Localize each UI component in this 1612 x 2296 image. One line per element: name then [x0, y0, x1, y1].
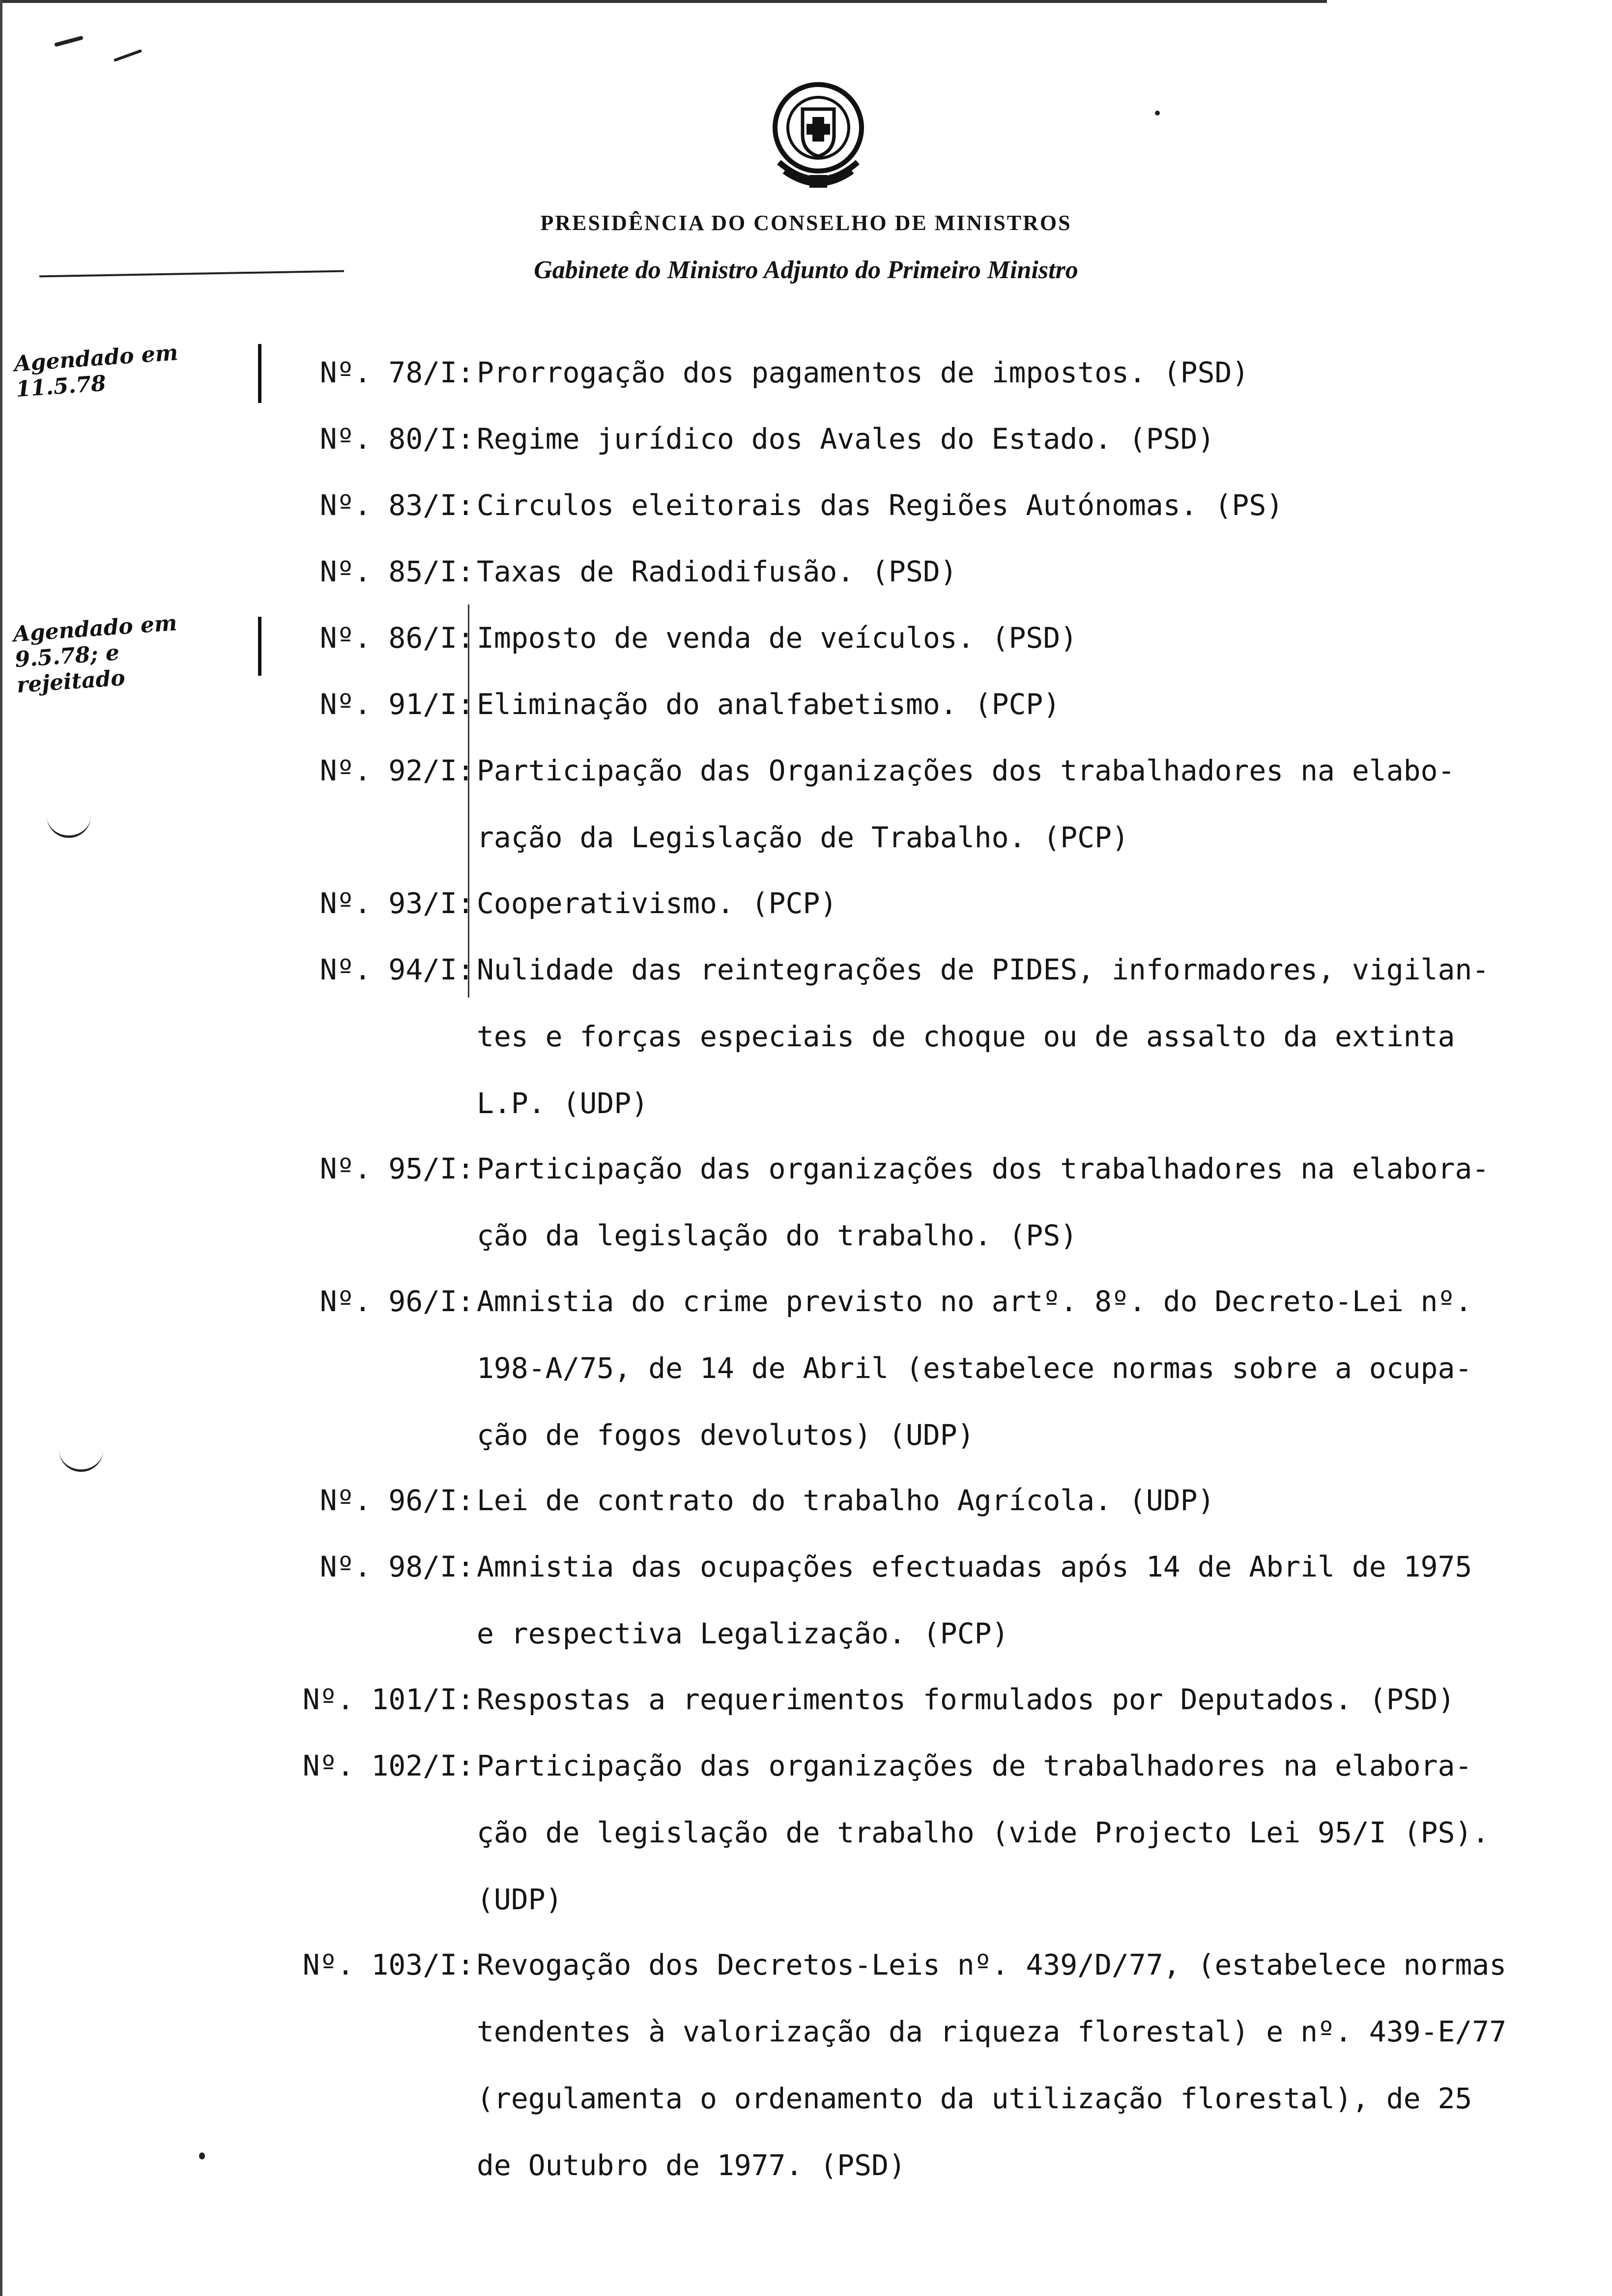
bill-number: Nº. 93/I: — [319, 887, 474, 920]
description-line: e respectiva Legalização. (PCP) — [477, 1617, 1009, 1650]
bill-description — [477, 936, 1558, 1137]
description-line: ção de fogos devolutos) (UDP) — [477, 1418, 975, 1452]
page-subtitle: Gabinete do Ministro Adjunto do Primeiro Ministro — [534, 256, 1078, 284]
description-line: tes e forças especiais de choque ou de assalto da extinta — [477, 1020, 1455, 1053]
description-line: Participação das organizações dos trabalhadores na elabora- — [477, 1152, 1490, 1185]
description-line: L.P. (UDP) — [477, 1087, 649, 1120]
bill-description — [477, 405, 1558, 472]
description-line: Eliminação do analfabetismo. (PCP) — [477, 688, 1061, 721]
description-line: Cooperativismo. (PCP) — [477, 887, 837, 920]
description-line: Participação das organizações de trabalhadores na elabora- — [477, 1749, 1472, 1782]
scan-speck — [54, 35, 84, 47]
description-line: Respostas a requerimentos formulados por Deputados. (PSD) — [477, 1683, 1455, 1716]
scan-speck — [199, 2152, 205, 2159]
bill-number: Nº. 80/I: — [319, 422, 474, 456]
margin-note-text: Agendado em 11.5.78 — [13, 340, 179, 402]
description-line: (UDP) — [477, 1883, 563, 1916]
scan-speck — [114, 49, 142, 62]
bill-description — [477, 604, 1558, 671]
bill-description — [477, 737, 1558, 871]
description-line: Taxas de Radiodifusão. (PSD) — [477, 555, 957, 588]
description-line: Amnistia do crime previsto no artº. 8º. do Decreto-Lei nº. — [477, 1285, 1472, 1318]
bill-number: Nº. 85/I: — [319, 555, 474, 588]
description-line: 198-A/75, de 14 de Abril (estabelece normas sobre a ocupa- — [477, 1351, 1472, 1385]
description-line: (regulamenta o ordenamento da utilização florestal), de 25 — [477, 2082, 1472, 2115]
bill-number: Nº. 96/I: — [319, 1484, 474, 1517]
bill-number: Nº. 91/I: — [319, 688, 474, 721]
description-line: Nulidade das reintegrações de PIDES, informadores, vigilan- — [477, 953, 1490, 986]
stray-pen-mark — [47, 816, 91, 838]
bill-number: Nº. 103/I: — [302, 1948, 474, 1981]
description-line: Revogação dos Decretos-Leis nº. 439/D/77, (estabelece normas — [477, 1948, 1507, 1981]
description-line: Prorrogação dos pagamentos de impostos. (PSD) — [477, 356, 1249, 389]
bill-number: Nº. 96/I: — [319, 1285, 474, 1318]
coat-of-arms-emblem — [764, 79, 872, 197]
bill-description — [477, 339, 1558, 406]
description-line: ção de legislação de trabalho (vide Projecto Lei 95/I (PS). — [477, 1816, 1490, 1849]
description-line: Regime jurídico dos Avales do Estado. (PSD) — [477, 422, 1215, 456]
page-title: PRESIDÊNCIA DO CONSELHO DE MINISTROS — [540, 211, 1072, 235]
bill-number: Nº. 98/I: — [319, 1550, 474, 1583]
bill-description — [477, 538, 1558, 605]
bill-number: Nº. 83/I: — [319, 488, 474, 522]
bill-description — [477, 1467, 1558, 1534]
bill-description — [477, 870, 1558, 937]
description-line: de Outubro de 1977. (PSD) — [477, 2149, 906, 2182]
bill-description — [477, 1666, 1558, 1733]
description-line: Lei de contrato do trabalho Agrícola. (UDP) — [477, 1484, 1215, 1517]
scan-speck — [1155, 111, 1160, 115]
bill-number: Nº. 101/I: — [302, 1683, 474, 1716]
bill-description — [477, 1533, 1558, 1667]
description-line: Amnistia das ocupações efectuadas após 14 de Abril de 1975 — [477, 1550, 1472, 1583]
bill-description — [477, 671, 1558, 738]
bill-number: Nº. 94/I: — [319, 953, 474, 986]
bill-description — [477, 1931, 1558, 2199]
bill-number: Nº. 92/I: — [319, 754, 474, 787]
description-line: ção da legislação do trabalho. (PS) — [477, 1219, 1078, 1252]
description-line: ração da Legislação de Trabalho. (PCP) — [477, 821, 1129, 854]
top-page-edge — [0, 0, 1327, 3]
description-line: Participação das Organizações dos trabalhadores na elabo- — [477, 754, 1455, 787]
description-line: Circulos eleitorais das Regiões Autónomas. (PS) — [477, 488, 1284, 522]
bill-number: Nº. 78/I: — [319, 356, 474, 389]
bill-number: Nº. 102/I: — [302, 1749, 474, 1782]
description-line: Imposto de venda de veículos. (PSD) — [477, 621, 1078, 655]
description-line: tendentes à valorização da riqueza florestal) e nº. 439-E/77 — [477, 2015, 1507, 2048]
bill-description — [477, 472, 1558, 539]
bill-number: Nº. 86/I: — [319, 621, 474, 655]
bill-description — [477, 1732, 1558, 1933]
bill-description — [477, 1268, 1558, 1468]
bill-number: Nº. 95/I: — [319, 1152, 474, 1185]
margin-note-text: Agendado em 9.5.78; e rejeitado — [12, 610, 178, 698]
bill-description — [477, 1135, 1558, 1269]
